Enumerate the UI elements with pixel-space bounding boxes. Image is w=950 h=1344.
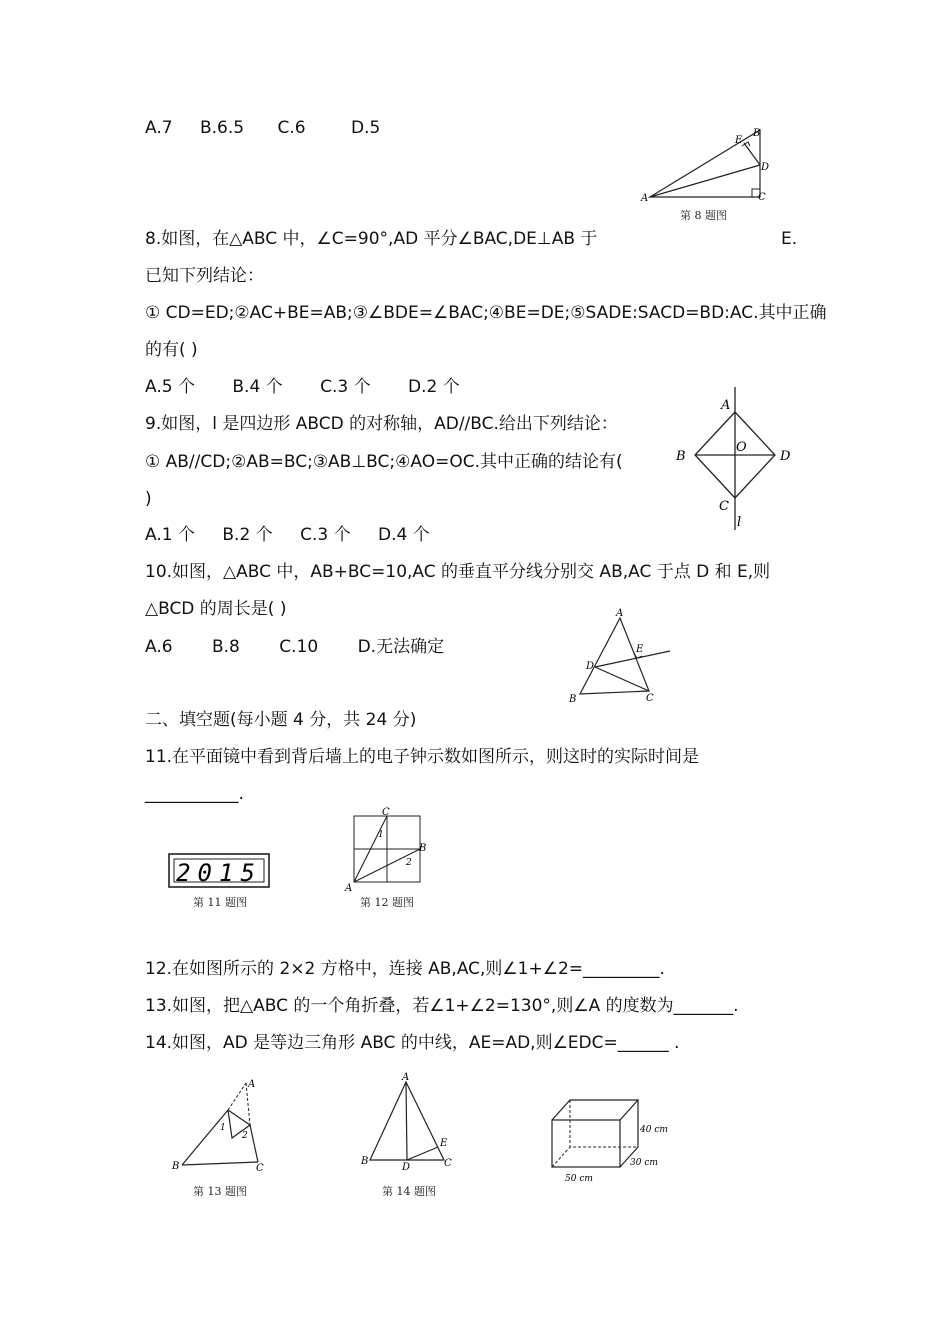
q7-option-d: D.5 bbox=[350, 118, 381, 138]
q9-options bbox=[145, 524, 430, 546]
q8-label-b: B bbox=[753, 128, 761, 139]
q13-figure-caption: 第 13 题图 bbox=[193, 1185, 247, 1198]
q8-line1-end: E. bbox=[781, 229, 798, 249]
q9-label-o: O bbox=[736, 440, 747, 455]
box-figure bbox=[540, 1090, 675, 1185]
q13-label-a: A bbox=[248, 1079, 256, 1090]
q13-line1: 13.如图，把△ABC 的一个角折叠，若∠1+∠2=130°,则∠A 的度数为_______. bbox=[145, 996, 739, 1016]
q8-option-d: D.2 个 bbox=[407, 377, 460, 397]
q11-figure-caption: 第 11 题图 bbox=[193, 896, 247, 909]
q10-label-c: C bbox=[646, 693, 654, 704]
q8-option-a: A.5 个 bbox=[145, 377, 195, 397]
q14-label-d: D bbox=[402, 1162, 411, 1173]
q9-figure bbox=[668, 385, 803, 533]
q12-label-2: 2 bbox=[406, 858, 412, 868]
q9-line3: ) bbox=[145, 489, 152, 509]
q13-label-b: B bbox=[172, 1161, 180, 1172]
q14-line1: 14.如图，AD 是等边三角形 ABC 的中线，AE=AD,则∠EDC=______ . bbox=[145, 1033, 680, 1053]
q9-option-d: D.4 个 bbox=[377, 525, 430, 545]
q11-clock-digits: 2015 bbox=[176, 859, 262, 887]
box-label-height: 40 cm bbox=[640, 1125, 668, 1135]
q11-line2: ___________. bbox=[145, 784, 244, 804]
q10-option-c: C.10 bbox=[279, 637, 319, 657]
q12-label-c: C bbox=[382, 807, 390, 818]
q8-line2: 已知下列结论： bbox=[145, 266, 264, 286]
q9-label-c: C bbox=[719, 499, 729, 514]
q14-label-a: A bbox=[402, 1072, 410, 1083]
q8-line1 bbox=[145, 228, 597, 250]
q8-options bbox=[145, 376, 460, 398]
q7-option-b: B.6.5 bbox=[199, 118, 245, 138]
q7-option-a: A.7 bbox=[145, 118, 173, 138]
q14-label-c: C bbox=[444, 1158, 452, 1169]
q10-option-d: D.无法确定 bbox=[357, 637, 445, 657]
q8-label-e: E bbox=[735, 135, 743, 146]
q10-label-a: A bbox=[616, 608, 624, 619]
q14-label-b: B bbox=[361, 1156, 369, 1167]
q10-options bbox=[145, 636, 444, 658]
q13-label-1: 1 bbox=[220, 1123, 226, 1133]
q11-clock-figure bbox=[168, 853, 272, 889]
q10-option-b: B.8 bbox=[211, 637, 240, 657]
q9-option-c: C.3 个 bbox=[300, 525, 351, 545]
q9-option-b: B.2 个 bbox=[222, 525, 273, 545]
q10-label-e: E bbox=[636, 644, 644, 655]
q12-figure-caption: 第 12 题图 bbox=[360, 896, 414, 909]
q7-options bbox=[145, 117, 380, 139]
q14-figure-caption: 第 14 题图 bbox=[382, 1185, 436, 1198]
q9-label-a: A bbox=[721, 398, 731, 413]
q13-label-2: 2 bbox=[242, 1131, 248, 1141]
q10-line2: △BCD 的周长是( ) bbox=[145, 599, 287, 619]
q8-label-a: A bbox=[641, 193, 649, 204]
q12-label-1: 1 bbox=[378, 830, 384, 840]
q10-label-b: B bbox=[569, 694, 577, 705]
q10-option-a: A.6 bbox=[145, 637, 173, 657]
q13-label-c: C bbox=[256, 1163, 264, 1174]
q9-option-a: A.1 个 bbox=[145, 525, 195, 545]
q14-label-e: E bbox=[440, 1138, 448, 1149]
q8-label-d: D bbox=[761, 162, 770, 173]
q13-figure bbox=[168, 1075, 273, 1175]
q8-line4: 的有( ) bbox=[145, 340, 198, 360]
q10-figure bbox=[565, 606, 675, 706]
q12-line1: 12.在如图所示的 2×2 方格中，连接 AB,AC,则∠1+∠2=_________. bbox=[145, 959, 665, 979]
q9-label-d: D bbox=[780, 449, 791, 464]
q8-label-c: C bbox=[758, 192, 766, 203]
box-label-width: 50 cm bbox=[565, 1174, 593, 1184]
q12-figure bbox=[342, 805, 434, 893]
q14-figure bbox=[358, 1070, 458, 1175]
q8-line1-text: 8.如图，在△ABC 中，∠C=90°,AD 平分∠BAC,DE⊥AB 于 bbox=[145, 229, 598, 249]
q8-line3: ① CD=ED;②AC+BE=AB;③∠BDE=∠BAC;④BE=DE;⑤SADE:SACD=BD:AC.其中正确 bbox=[145, 303, 827, 323]
q9-line2: ① AB//CD;②AB=BC;③AB⊥BC;④AO=OC.其中正确的结论有( bbox=[145, 452, 623, 472]
q9-line1: 9.如图，l 是四边形 ABCD 的对称轴，AD//BC.给出下列结论： bbox=[145, 414, 618, 434]
q7-option-c: C.6 bbox=[277, 118, 306, 138]
box-label-depth: 30 cm bbox=[630, 1158, 658, 1168]
q11-line1: 11.在平面镜中看到背后墙上的电子钟示数如图所示，则这时的实际时间是 bbox=[145, 747, 700, 767]
q9-label-l: l bbox=[737, 515, 742, 530]
q10-label-d: D bbox=[586, 661, 595, 672]
q12-label-a: A bbox=[345, 883, 353, 893]
section2-title: 二、填空题(每小题 4 分，共 24 分) bbox=[145, 710, 417, 730]
q12-label-b: B bbox=[419, 843, 427, 854]
q8-option-c: C.3 个 bbox=[320, 377, 371, 397]
q8-option-b: B.4 个 bbox=[232, 377, 283, 397]
q8-figure bbox=[638, 125, 773, 207]
q8-figure-caption: 第 8 题图 bbox=[680, 209, 727, 222]
q9-label-b: B bbox=[676, 449, 686, 464]
q10-line1: 10.如图，△ABC 中，AB+BC=10,AC 的垂直平分线分别交 AB,AC 于点 D 和 E,则 bbox=[145, 562, 771, 582]
